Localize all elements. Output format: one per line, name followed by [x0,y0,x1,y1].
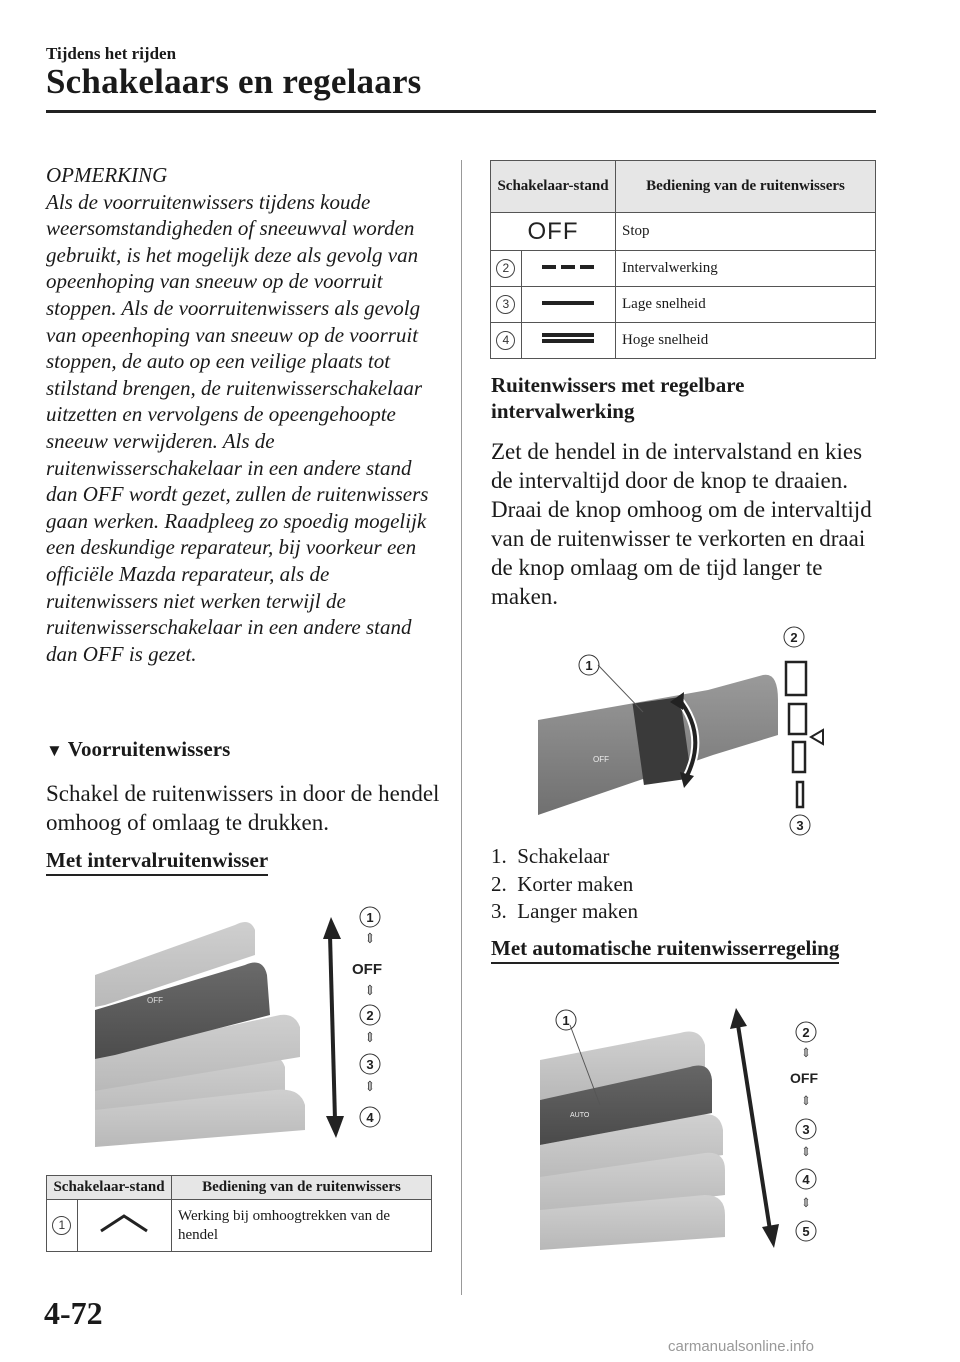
figure2-legend [491,843,638,926]
note-block [46,162,446,667]
svg-text:⇕: ⇕ [364,1031,376,1046]
operation-text: Werking bij omhoogtrekken van de hendel [172,1200,432,1252]
figure1-labels [352,907,382,1127]
svg-text:OFF: OFF [593,755,609,764]
operation-text: Hoge snelheid [616,323,876,359]
front-wipers-intro: Schakel de ruitenwissers in door de hendel omhoog of omlaag te drukken. [46,781,440,835]
header-rule [46,110,876,113]
label-4: 4 [802,1172,810,1187]
note-text: Als de voorruitenwissers tijdens koude weersomstandigheden of sneeuwval worden gebruikt, is het mogelijk deze als gevolg van opeenhoping van sneeuw op de voorruit stoppen. Als de voorruitenwissers als gevolg van opeenhoping van sneeuw op de voorruit stoppen, de auto op een veilige plaats tot stilstand brengen, de ruitenwisserschakelaar uitzetten en vervolgens de opeengehoopte sneeuw verwijderen. Als de ruitenwisserschakelaar in een andere stand dan OFF wordt gezet, zullen de ruitenwissers gaan werken. Raadpleeg zo spoedig mogelijk een deskundige reparateur, bij voorkeur een officiële Mazda reparateur, als de ruitenwissers niet werken terwijl de ruitenwisserschakelaar in een andere stand dan OFF is gezet. [46,189,429,666]
automatic-heading: Met automatische ruitenwisserregeling [491,936,839,964]
label-1: 1 [562,1013,570,1028]
svg-text:⇕: ⇕ [800,1195,812,1210]
list-item: 3. Langer maken [491,899,638,923]
col-operation: Bediening van de ruitenwissers [616,161,876,213]
num-badge: 4 [496,331,515,350]
col-position: Schakelaar-stand [491,161,616,213]
mist-icon [97,1212,151,1234]
col-position: Schakelaar-stand [47,1176,172,1200]
high-speed-icon [540,331,596,345]
label-2: 2 [366,1008,374,1023]
operation-text: Lage snelheid [616,287,876,323]
num-badge: 3 [496,295,515,314]
label-5: 5 [802,1224,810,1239]
svg-text:⇕: ⇕ [364,932,376,947]
intermittent-heading: Met intervalruitenwisser [46,848,268,876]
section-label: Tijdens het rijden [46,44,177,63]
note-title: OPMERKING [46,163,168,187]
svg-text:⇕: ⇕ [800,1144,812,1159]
label-1: 1 [366,910,374,925]
list-item: 2. Korter maken [491,871,634,896]
low-speed-icon [540,298,596,308]
col-operation: Bediening van de ruitenwissers [172,1176,432,1200]
label-off: OFF [790,1070,818,1086]
off-symbol: OFF [527,217,579,245]
svg-text:⇕: ⇕ [364,984,376,999]
table-row [491,251,876,287]
watermark: carmanualsonline.info [668,1338,814,1355]
svg-text:⇕: ⇕ [800,1093,812,1108]
page-number: 4-72 [44,1295,103,1331]
table-row [491,213,876,251]
label-3: 3 [802,1122,810,1137]
operation-text: Stop [616,213,876,251]
label-1: 1 [585,658,593,673]
column-divider [461,160,462,1295]
table-row [491,323,876,359]
label-3: 3 [366,1057,374,1072]
table-row [491,287,876,323]
label-2: 2 [802,1025,810,1040]
triangle-bullet-icon: ▼ [46,741,63,760]
intermittent-icon [540,262,596,272]
operation-text: Intervalwerking [616,251,876,287]
label-4: 4 [366,1110,374,1125]
wiper-table-2 [490,160,876,359]
page-title: Schakelaars en regelaars [46,62,422,101]
num-badge: 1 [52,1216,71,1235]
adjustable-text: Zet de hendel in de intervalstand en kies de intervaltijd door de knop te draaien. Draai de knop omhoog om de intervaltijd van de ruitenwisser te verkorten en draai de knop omlaag om de tijd langer te maken. [491,439,872,609]
label-3: 3 [796,818,804,833]
wiper-table-1 [46,1175,432,1252]
svg-text:AUTO: AUTO [570,1112,590,1119]
front-wipers-heading: ▼ Voorruitenwissers [46,737,231,761]
label-off: OFF [352,961,382,978]
svg-text:OFF: OFF [147,996,163,1005]
label-2: 2 [790,630,798,645]
num-badge: 2 [496,259,515,278]
interval-knob-figure [538,620,828,840]
svg-text:⇕: ⇕ [364,1080,376,1095]
svg-text:⇕: ⇕ [800,1045,812,1060]
adjustable-heading: Ruitenwissers met regelbare intervalwerking [491,373,745,423]
wiper-lever-figure [95,895,425,1155]
auto-wiper-figure [540,1005,840,1255]
table-row [47,1200,432,1252]
list-item: 1. Schakelaar [491,844,610,868]
